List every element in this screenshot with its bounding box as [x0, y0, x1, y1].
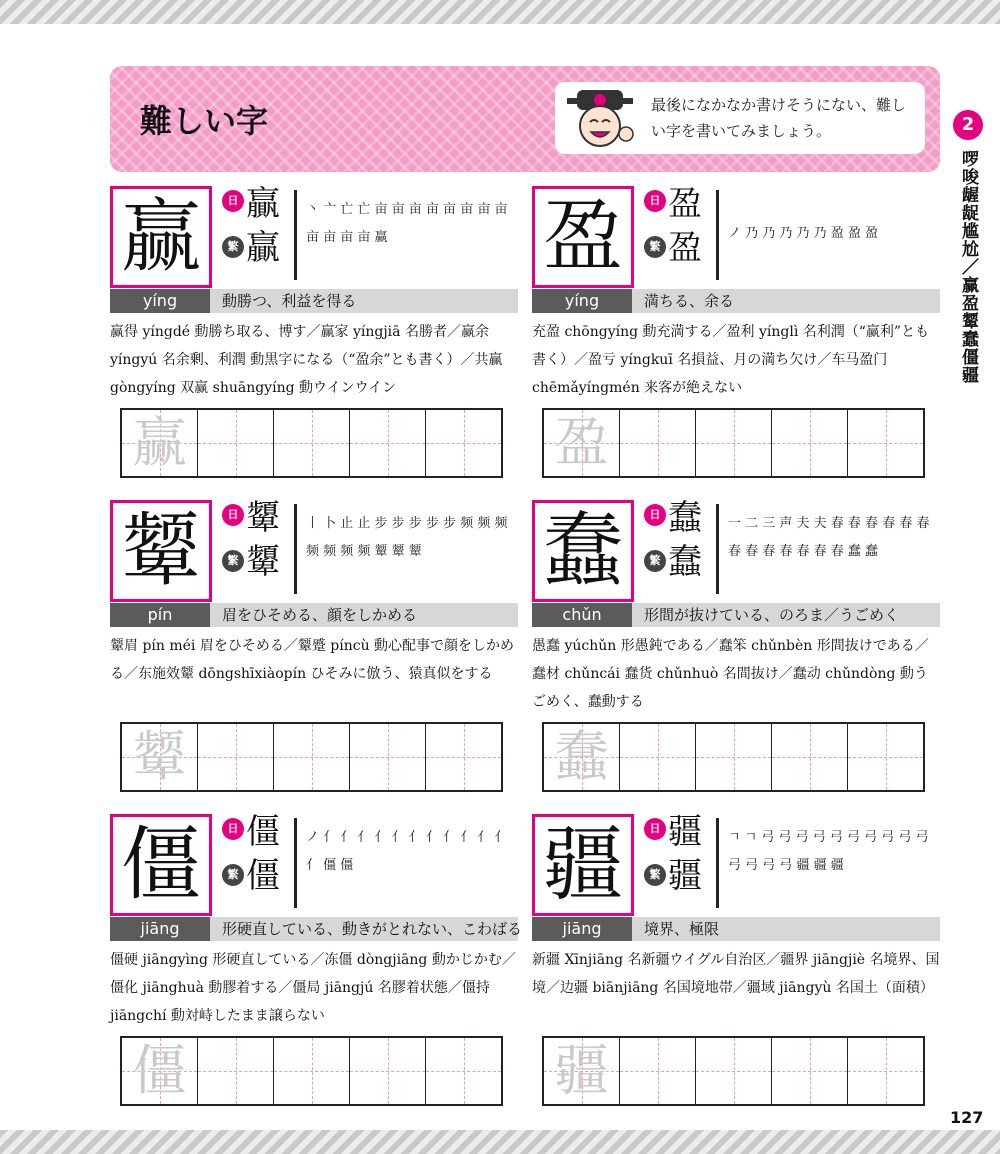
- trace-character: 蠢: [554, 725, 609, 788]
- info-bar: [532, 603, 940, 627]
- japanese-badge: 日: [644, 504, 666, 526]
- practice-cell[interactable]: [695, 410, 771, 476]
- practice-cell[interactable]: [695, 724, 771, 790]
- practice-cell[interactable]: [197, 1038, 273, 1104]
- main-character: 盈: [532, 186, 634, 288]
- example-words: 新疆 Xīnjiāng 名新疆ウイグル自治区／疆界 jiāngjiè 名境界、国境／边疆 biānjiāng 名国境地帯／疆域 jiāngyù 名国土（面積）: [532, 952, 940, 996]
- stroke-order: ㄱ ㄱ 弓 弓 弓 弓 弓 弓 弓 弓 弓 弓 弓 弓 弓 弓 疆 疆 疆: [728, 830, 929, 873]
- pinyin-label: pín: [110, 603, 210, 627]
- pinyin-label: jiāng: [110, 917, 210, 941]
- main-character: 疆: [532, 814, 634, 916]
- trace-character: 疆: [554, 1039, 609, 1102]
- japanese-character: 僵: [246, 812, 280, 852]
- divider: [294, 504, 297, 594]
- meaning-text: 形間が抜けている、のろま／うごめく: [644, 606, 900, 624]
- section-title: 難しい字: [140, 102, 269, 140]
- bubble-text: 最後になかなか書けそうにない、難しい字を書いてみましょう。: [651, 96, 907, 140]
- section-header: [110, 66, 940, 172]
- traditional-badge: 繁: [222, 550, 244, 572]
- practice-cell[interactable]: [349, 724, 425, 790]
- traditional-character: 僵: [246, 856, 280, 896]
- stroke-order: ノ 亻 亻 亻 亻 亻 亻 亻 亻 亻 亻 亻 亻 僵 僵: [306, 830, 508, 873]
- info-bar: [532, 289, 940, 313]
- main-character: 赢: [110, 186, 212, 288]
- trace-character: 颦: [132, 725, 187, 788]
- japanese-badge: 日: [222, 818, 244, 840]
- traditional-badge: 繁: [222, 236, 244, 258]
- japanese-character: 疆: [668, 812, 702, 852]
- practice-grid: [120, 722, 503, 792]
- japanese-character: 贏: [246, 184, 280, 224]
- traditional-character: 顰: [246, 542, 280, 582]
- traditional-character: 盈: [668, 228, 702, 268]
- practice-cell[interactable]: [273, 724, 349, 790]
- japanese-badge: 日: [644, 818, 666, 840]
- char-entry: [532, 814, 940, 1104]
- practice-cell[interactable]: [122, 410, 197, 476]
- main-character: 蠢: [532, 500, 634, 602]
- info-bar: [532, 917, 940, 941]
- japanese-character: 盈: [668, 184, 702, 224]
- practice-cell[interactable]: [197, 724, 273, 790]
- char-entry: [110, 500, 518, 790]
- trace-character: 赢: [132, 411, 187, 474]
- practice-cell[interactable]: [425, 410, 501, 476]
- practice-grid: [542, 408, 925, 478]
- main-character: 僵: [110, 814, 212, 916]
- speech-bubble: [555, 82, 925, 154]
- traditional-badge: 繁: [644, 550, 666, 572]
- practice-cell[interactable]: [122, 1038, 197, 1104]
- example-words: 颦眉 pín méi 眉をひそめる／颦蹙 píncù 動心配事で顔をしかめる／东施效颦 dōngshīxiàopín ひそみに倣う、猿真似をする: [110, 638, 515, 682]
- char-entry: [110, 186, 518, 476]
- info-bar: [110, 603, 518, 627]
- info-bar: [110, 917, 523, 941]
- divider: [294, 818, 297, 908]
- stroke-order: ノ 乃 乃 乃 乃 乃 盈 盈 盈: [728, 226, 879, 241]
- meaning-text: 満ちる、余る: [644, 292, 735, 310]
- pinyin-label: jiāng: [532, 917, 632, 941]
- practice-grid: [542, 722, 925, 792]
- example-words: 赢得 yíngdé 動勝ち取る、博す／赢家 yíngjiā 名勝者／赢余 yíngyú 名余剰、利潤 動黒字になる（“盈余”とも書く）／共赢 gòngyíng 双赢 shuāngyíng 動ウインウイン: [110, 324, 503, 396]
- practice-cell[interactable]: [771, 1038, 847, 1104]
- practice-cell[interactable]: [695, 1038, 771, 1104]
- stroke-order: 丨 卜 止 止 步 步 步 步 步 频 频 频 频 频 频 频 颦 颦 颦: [306, 516, 508, 559]
- stroke-order: 一 二 三 声 夫 夫 春 春 春 春 春 春 春 春 春 春 春 春 春 蠢 蠢: [728, 516, 930, 559]
- pinyin-label: chǔn: [532, 603, 632, 627]
- practice-cell[interactable]: [544, 724, 619, 790]
- char-entry: [532, 186, 940, 476]
- practice-cell[interactable]: [197, 410, 273, 476]
- chapter-title: 啰唆龌龊尴尬／赢盈颦蠢僵疆: [958, 150, 978, 384]
- mascot-icon: [563, 88, 639, 152]
- practice-cell[interactable]: [349, 410, 425, 476]
- meaning-text: 形硬直している、動きがとれない、こわばる: [222, 920, 523, 938]
- japanese-badge: 日: [222, 504, 244, 526]
- stroke-order: 丶 亠 亡 亡 亩 亩 亩 亩 亩 亩 亩 亩 亩 亩 亩 亩 赢: [306, 202, 508, 245]
- example-words: 僵硬 jiāngyìng 形硬直している／冻僵 dòngjiāng 動かじかむ／僵化 jiānghuà 動膠着する／僵局 jiāngjú 名膠着状態／僵持 jiāngchí 動対峙したまま譲らない: [110, 952, 516, 1024]
- meaning-text: 動勝つ、利益を得る: [222, 292, 357, 310]
- trace-character: 盈: [554, 411, 609, 474]
- japanese-badge: 日: [644, 190, 666, 212]
- divider: [716, 190, 719, 280]
- practice-cell[interactable]: [425, 1038, 501, 1104]
- practice-cell[interactable]: [273, 1038, 349, 1104]
- pinyin-label: yíng: [110, 289, 210, 313]
- practice-cell[interactable]: [619, 724, 695, 790]
- practice-grid: [542, 1036, 925, 1106]
- practice-cell[interactable]: [847, 1038, 923, 1104]
- example-words: 愚蠢 yúchǔn 形愚鈍である／蠢笨 chǔnbèn 形間抜けである／蠢材 chǔncái 蠢货 chǔnhuò 名間抜け／蠢动 chǔndòng 動うごめく、蠢動する: [532, 638, 929, 710]
- info-bar: [110, 289, 518, 313]
- practice-cell[interactable]: [425, 724, 501, 790]
- bottom-pattern-band: [0, 1130, 1000, 1154]
- meaning-text: 眉をひそめる、顔をしかめる: [222, 606, 418, 624]
- traditional-badge: 繁: [644, 236, 666, 258]
- traditional-badge: 繁: [222, 864, 244, 886]
- practice-cell[interactable]: [349, 1038, 425, 1104]
- practice-cell[interactable]: [847, 724, 923, 790]
- practice-cell[interactable]: [273, 410, 349, 476]
- traditional-character: 贏: [246, 228, 280, 268]
- practice-cell[interactable]: [847, 410, 923, 476]
- practice-cell[interactable]: [619, 410, 695, 476]
- pinyin-label: yíng: [532, 289, 632, 313]
- japanese-badge: 日: [222, 190, 244, 212]
- example-words: 充盈 chōngyíng 動充満する／盈利 yínglì 名利潤（“赢利”とも書く）／盈亏 yíngkuī 名損益、月の満ち欠け／车马盈门 chēmǎyíngmén 来客が絶えない: [532, 324, 930, 396]
- japanese-character: 顰: [246, 498, 280, 538]
- practice-cell[interactable]: [122, 724, 197, 790]
- practice-cell[interactable]: [771, 410, 847, 476]
- practice-grid: [120, 408, 503, 478]
- meaning-text: 境界、極限: [644, 920, 720, 938]
- practice-cell[interactable]: [771, 724, 847, 790]
- chapter-tab: [950, 110, 986, 384]
- char-entry: [532, 500, 940, 790]
- top-pattern-band: [0, 0, 1000, 24]
- trace-character: 僵: [132, 1039, 187, 1102]
- divider: [716, 504, 719, 594]
- divider: [716, 818, 719, 908]
- practice-cell[interactable]: [544, 1038, 619, 1104]
- chapter-number: 2: [953, 110, 983, 140]
- page-number: 127: [950, 1108, 984, 1127]
- practice-cell[interactable]: [619, 1038, 695, 1104]
- char-entry: [110, 812, 523, 1104]
- traditional-character: 疆: [668, 856, 702, 896]
- main-character: 颦: [110, 500, 212, 602]
- traditional-character: 蠢: [668, 542, 702, 582]
- practice-cell[interactable]: [544, 410, 619, 476]
- traditional-badge: 繁: [644, 864, 666, 886]
- japanese-character: 蠢: [668, 498, 702, 538]
- divider: [294, 190, 297, 280]
- practice-grid: [120, 1036, 503, 1106]
